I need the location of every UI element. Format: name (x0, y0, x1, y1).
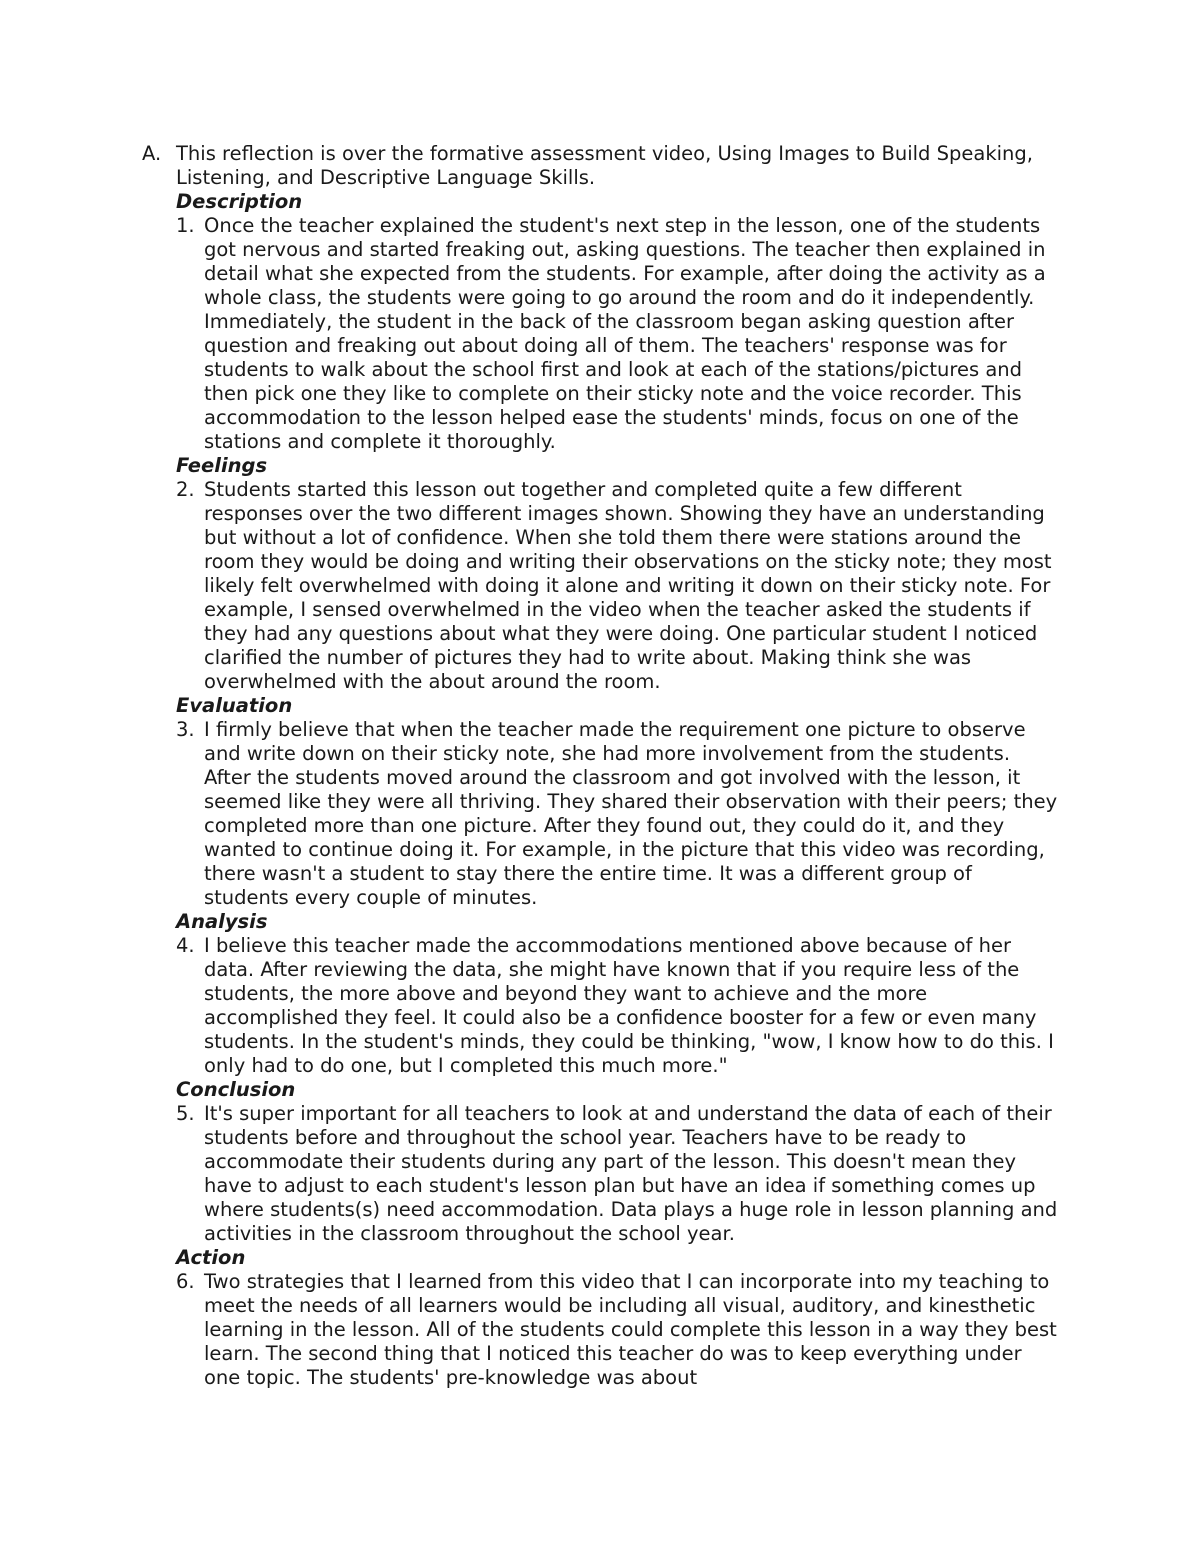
item-number: 1. (176, 214, 195, 237)
item-text: Once the teacher explained the student's next step in the lesson, one of the students got nervous and started freaking out, asking questions. The teacher then explained in detail what she expected from the students. For example, after doing the activity as a whole class, the students were going to go around the room and do it independently. Immediately, the student in the back of the classroom began asking question after question and freaking out about doing all of them. The teachers' response was for students to walk about the school first and look at each of the stations/pictures and then pick one they like to complete on their sticky note and the voice recorder. This accommodation to the lesson helped ease the students' minds, focus on one of the stations and complete it thoroughly. (204, 214, 1046, 453)
item-number: 4. (176, 934, 195, 957)
list-item-analysis (176, 934, 1062, 1078)
list-item-action (176, 1270, 1062, 1390)
item-number: 6. (176, 1270, 195, 1293)
heading-description: Description (176, 190, 303, 213)
outline-marker: A. (142, 142, 162, 165)
list-item-evaluation (176, 718, 1062, 910)
list-item-conclusion (176, 1102, 1062, 1246)
item-number: 2. (176, 478, 195, 501)
heading-conclusion: Conclusion (176, 1078, 296, 1101)
intro-paragraph: This reflection is over the formative assessment video, Using Images to Build Speaking, Listening, and Descriptive Language Skills. (176, 142, 1033, 189)
item-text: I believe this teacher made the accommodations mentioned above because of her data. After reviewing the data, she might have known that if you require less of the students, the more above and beyond they want to achieve and the more accomplished they feel. It could also be a confidence booster for a few or even many students. In the student's minds, they could be thinking, "wow, I know how to do this. I only had to do one, but I completed this much more." (204, 934, 1054, 1077)
list-item-feelings (176, 478, 1062, 694)
heading-analysis: Analysis (176, 910, 268, 933)
item-text: It's super important for all teachers to look at and understand the data of each of their students before and throughout the school year. Teachers have to be ready to accommodate their students during any part of the lesson. This doesn't mean they have to adjust to each student's lesson plan but have an idea if something comes up where students(s) need accommodation. Data plays a huge role in lesson planning and activities in the classroom throughout the school year. (204, 1102, 1058, 1245)
heading-evaluation: Evaluation (176, 694, 293, 717)
heading-feelings: Feelings (176, 454, 268, 477)
item-text: Two strategies that I learned from this video that I can incorporate into my teaching to meet the needs of all learners would be including all visual, auditory, and kinesthetic learning in the lesson. All of the students could complete this lesson in a way they best learn. The second thing that I noticed this teacher do was to keep everything under one topic. The students' pre-knowledge was about (204, 1270, 1057, 1389)
item-number: 3. (176, 718, 195, 741)
outline-body (176, 142, 1062, 1390)
item-text: I firmly believe that when the teacher made the requirement one picture to observe and write down on their sticky note, she had more involvement from the students. After the students moved around the classroom and got involved with the lesson, it seemed like they were all thriving. They shared their observation with their peers; they completed more than one picture. After they found out, they could do it, and they wanted to continue doing it. For example, in the picture that this video was recording, there wasn't a student to stay there the entire time. It was a different group of students every couple of minutes. (204, 718, 1058, 909)
outline-item-a (142, 142, 1062, 1390)
heading-action: Action (176, 1246, 246, 1269)
list-item-description (176, 214, 1062, 454)
item-text: Students started this lesson out together and completed quite a few different responses over the two different images shown. Showing they have an understanding but without a lot of confidence. When she told them there were stations around the room they would be doing and writing their observations on the sticky note; they most likely felt overwhelmed with doing it alone and writing it down on their sticky note. For example, I sensed overwhelmed in the video when the teacher asked the students if they had any questions about what they were doing. One particular student I noticed clarified the number of pictures they had to write about. Making think she was overwhelmed with the about around the room. (204, 478, 1052, 693)
item-number: 5. (176, 1102, 195, 1125)
